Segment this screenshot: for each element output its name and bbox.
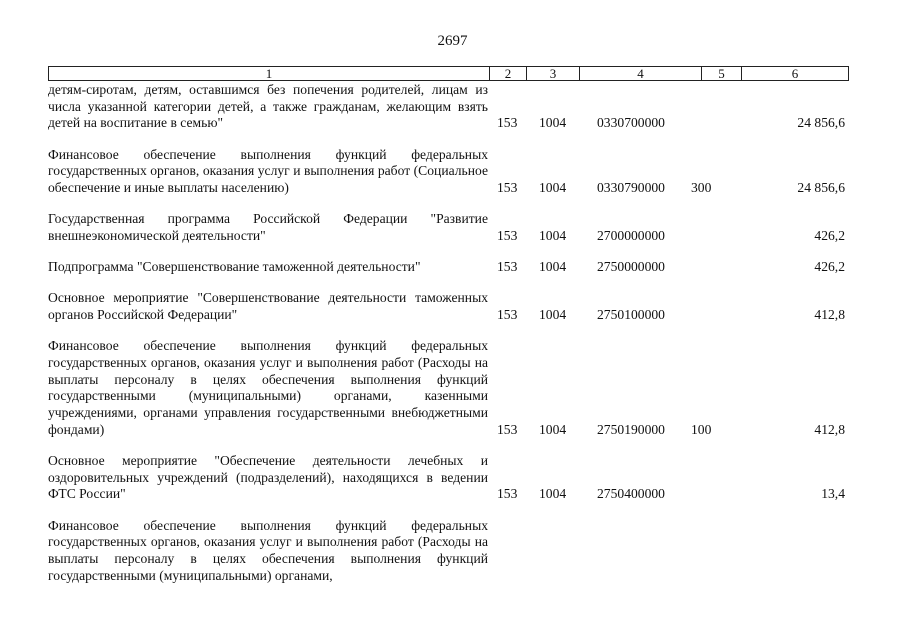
row-description: Основное мероприятие "Совершенствование деятельности таможенных органов Российской Федерации"	[48, 290, 488, 323]
row-ved: 153	[497, 307, 518, 323]
table-row	[48, 82, 849, 132]
row-description: Финансовое обеспечение выполнения функций федеральных государственных органов, оказания услуг и выполнения работ (Расходы на выплаты персоналу в целях обеспечения выполнения функций государственными (муниципальными) органами,	[48, 517, 488, 583]
row-ved: 153	[497, 227, 518, 243]
table-row	[48, 259, 849, 276]
row-description: детям-сиротам, детям, оставшимся без попечения родителей, лицам из числа указанной категории детей, а также гражданам, желающим взять детей на воспитание в семью"	[48, 82, 488, 131]
header-col-1: 1	[49, 67, 490, 80]
table-row	[48, 453, 849, 503]
row-sum: 24 856,6	[797, 180, 845, 196]
row-description: Финансовое обеспечение выполнения функций федеральных государственных органов, оказания услуг и выполнения работ (Социальное обеспечение и иные выплаты населению)	[48, 146, 488, 196]
row-csr: 2700000000	[597, 227, 665, 243]
table-row	[48, 338, 849, 438]
row-description: Государственная программа Российской Федерации "Развитие внешнеэкономической деятельности"	[48, 211, 488, 243]
row-sum: 412,8	[814, 307, 845, 323]
table-body	[48, 82, 849, 599]
table-row	[48, 518, 849, 585]
row-description: Основное мероприятие "Обеспечение деятельности лечебных и оздоровительных учреждений (подразделений), находящихся в ведении ФТС России"	[48, 452, 488, 502]
header-col-2: 2	[490, 67, 527, 80]
row-ved: 153	[497, 259, 518, 275]
page-number: 2697	[437, 33, 468, 49]
header-col-4: 4	[580, 67, 702, 80]
table-row	[48, 290, 849, 323]
row-razd: 1004	[539, 307, 567, 323]
row-sum: 13,4	[821, 486, 845, 502]
row-csr: 2750400000	[597, 486, 665, 502]
row-sum: 412,8	[814, 421, 845, 437]
table-row	[48, 147, 849, 197]
row-csr: 2750000000	[597, 259, 665, 275]
row-csr: 2750100000	[597, 307, 665, 323]
header-col-5: 5	[702, 67, 742, 80]
row-description: Подпрограмма "Совершенствование таможенной деятельности"	[48, 259, 421, 275]
row-ved: 153	[497, 421, 518, 437]
header-col-6: 6	[791, 66, 799, 81]
row-csr: 0330700000	[597, 115, 665, 131]
row-vr: 300	[691, 180, 712, 196]
row-razd: 1004	[539, 227, 567, 243]
row-razd: 1004	[539, 421, 567, 437]
row-ved: 153	[497, 180, 518, 196]
table-row	[48, 211, 849, 244]
row-sum: 426,2	[814, 227, 845, 243]
row-description: Финансовое обеспечение выполнения функций федеральных государственных органов, оказания услуг и выполнения работ (Расходы на выплаты персоналу в целях обеспечения выполнения функций государственными (муниципальными) органами, казенными учреждениями, органами управления государственными внебюджетными фондами)	[48, 338, 488, 437]
header-col-3: 3	[527, 67, 580, 80]
row-razd: 1004	[539, 259, 567, 275]
row-razd: 1004	[539, 486, 567, 502]
row-razd: 1004	[539, 115, 567, 131]
row-ved: 153	[497, 115, 518, 131]
row-ved: 153	[497, 486, 518, 502]
row-sum: 24 856,6	[797, 115, 845, 131]
row-sum: 426,2	[814, 259, 845, 275]
row-csr: 2750190000	[597, 421, 665, 437]
row-vr: 100	[691, 421, 712, 437]
table-header	[48, 66, 849, 81]
row-csr: 0330790000	[597, 180, 665, 196]
row-razd: 1004	[539, 180, 567, 196]
